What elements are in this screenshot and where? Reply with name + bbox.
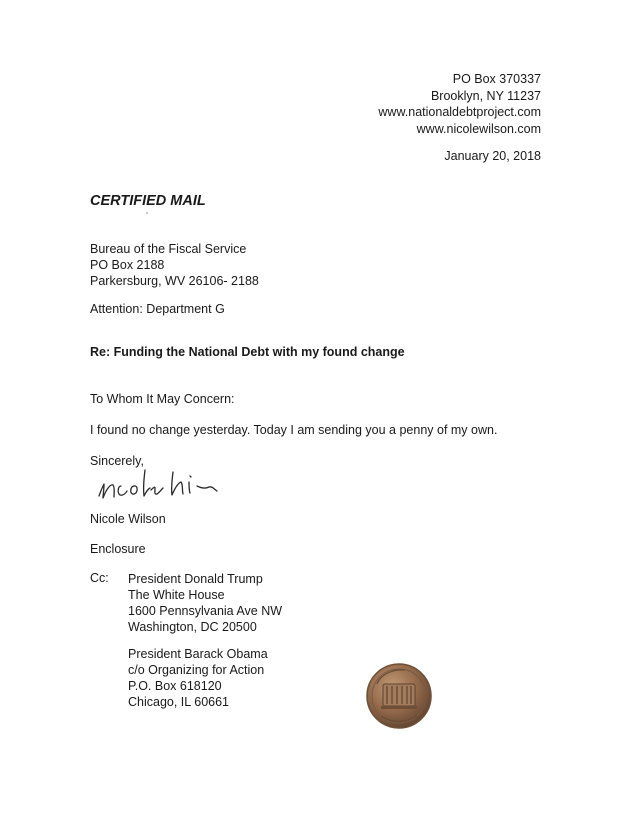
salutation: To Whom It May Concern:	[90, 392, 235, 406]
cc-recipient-2-line3: P.O. Box 618120	[128, 679, 222, 693]
cc-recipient-1	[128, 571, 282, 635]
scan-speck	[146, 212, 148, 214]
penny-coin-icon	[365, 662, 433, 730]
recipient-name: Bureau of the Fiscal Service	[90, 242, 247, 256]
cc-recipient-1-line4: Washington, DC 20500	[128, 620, 257, 634]
cc-recipient-1-line3: 1600 Pennsylvania Ave NW	[128, 604, 283, 618]
handwritten-signature	[93, 462, 243, 510]
cc-recipient-2-line2: c/o Organizing for Action	[128, 663, 265, 677]
subject-line: Re: Funding the National Debt with my found change	[90, 345, 405, 359]
certified-mail-heading: CERTIFIED MAIL	[90, 193, 206, 209]
sender-address-line1: PO Box 370337	[452, 72, 541, 86]
sender-address-line2: Brooklyn, NY 11237	[430, 88, 541, 103]
cc-recipient-1-line2: The White House	[128, 588, 225, 602]
cc-recipient-1-line1: President Donald Trump	[128, 572, 263, 586]
letter-date: January 20, 2018	[444, 149, 541, 163]
cc-label: Cc:	[90, 571, 109, 585]
attention-line: Attention: Department G	[90, 302, 225, 316]
sender-address-block	[378, 71, 541, 137]
sender-website-2: www.nicolewilson.com	[416, 121, 541, 136]
recipient-address-line1: PO Box 2188	[90, 258, 165, 272]
cc-recipient-2	[128, 646, 268, 710]
closing: Sincerely,	[90, 454, 144, 468]
enclosure-note: Enclosure	[90, 542, 146, 556]
sender-website-1: www.nationaldebtproject.com	[378, 105, 541, 119]
sender-name: Nicole Wilson	[90, 512, 166, 526]
recipient-address-line2: Parkersburg, WV 26106- 2188	[90, 274, 259, 288]
cc-recipient-2-line4: Chicago, IL 60661	[128, 695, 230, 709]
cc-recipient-2-line1: President Barack Obama	[128, 647, 268, 661]
recipient-address-block	[90, 241, 259, 289]
letter-body: I found no change yesterday. Today I am sending you a penny of my own.	[90, 423, 498, 437]
